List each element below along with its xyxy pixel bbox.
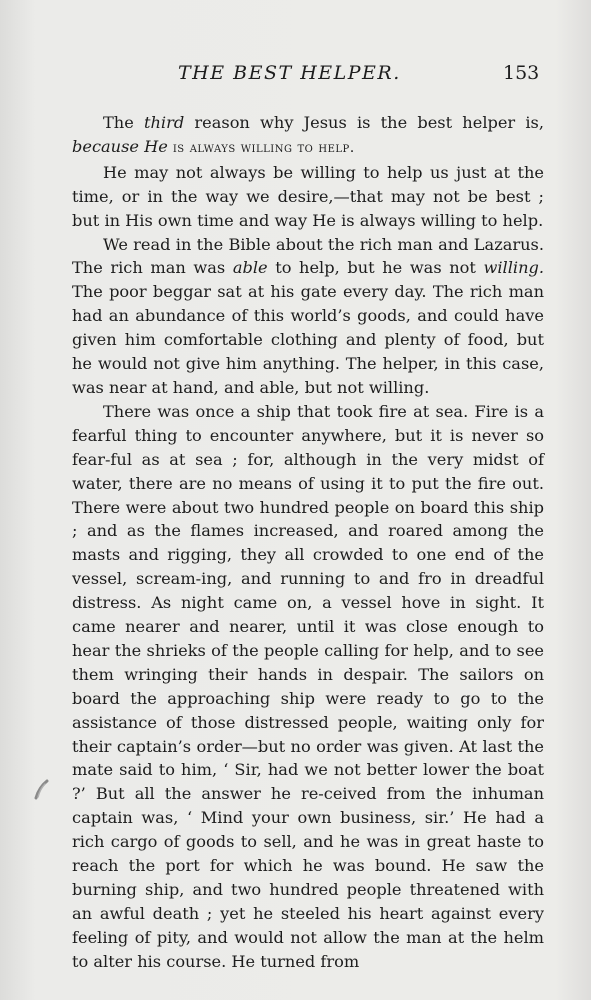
running-head: THE BEST HELPER. bbox=[178, 62, 401, 84]
p3-text-a: We read in the Bible about the rich man and Lazarus. The rich man was bbox=[72, 234, 544, 278]
pencil-mark bbox=[34, 779, 50, 801]
paragraph-2: He may not always be willing to help us just at the time, or in the way we desire,—that may not be best ; but in His own time and way He is always willing to help. bbox=[72, 162, 544, 230]
p1-text-c: reason why Jesus is the best helper is, bbox=[184, 113, 544, 132]
page-number: 153 bbox=[503, 62, 540, 84]
page-header bbox=[0, 62, 591, 92]
p3-text-c: to help, but he was not bbox=[267, 258, 484, 278]
body-text bbox=[72, 111, 544, 974]
paragraph-3 bbox=[72, 233, 544, 400]
p1-emphasis-because: because He bbox=[72, 136, 168, 156]
p1-smallcaps: is always willing to help. bbox=[167, 139, 355, 156]
p1-text-a: The bbox=[103, 113, 144, 132]
p3-text-e: The poor beggar sat at his gate every day. The rich man had an abundance of this world’s goods, and could have given him comfortable clothing and plenty of food, but he would not give him anything. The helper, in this case, was near at hand, and able, but not willing. bbox=[72, 282, 544, 397]
p3-emphasis-willing: willing. bbox=[483, 258, 544, 278]
paragraph-4: There was once a ship that took fire at sea. Fire is a fearful thing to encounter anywhere, but it is never so fear-ful as at sea ; for, although in the very midst of water, there are no means of using it to put the fire out. There were about two hundred people on board this ship ; and as the flames increased, and roared among the masts and rigging, they all crowded to one end of the vessel, scream-ing, and running to and fro in dreadful distress. As night came on, a vessel hove in sight. It came nearer and nearer, until it was close enough to hear the shrieks of the people calling for help, and to see them wringing their hands in despair. The sailors on board the approaching ship were ready to go to the assistance of those distressed people, waiting only for their captain’s order—but no order was given. At last the mate said to him, ‘ Sir, had we not better lower the boat ?’ But all the answer he re-ceived from the inhuman captain was, ‘ Mind your own business, sir.’ He had a rich cargo of goods to sell, and he was in great haste to reach the port for which he was bound. He saw the burning ship, and two hundred people threatened with an awful death ; yet he steeled his heart against every feeling of pity, and would not allow the man at the helm to alter his course. He turned from bbox=[72, 401, 544, 971]
p1-emphasis-third: third bbox=[144, 113, 185, 132]
p3-emphasis-able: able bbox=[232, 258, 268, 278]
paragraph-1 bbox=[72, 111, 544, 161]
